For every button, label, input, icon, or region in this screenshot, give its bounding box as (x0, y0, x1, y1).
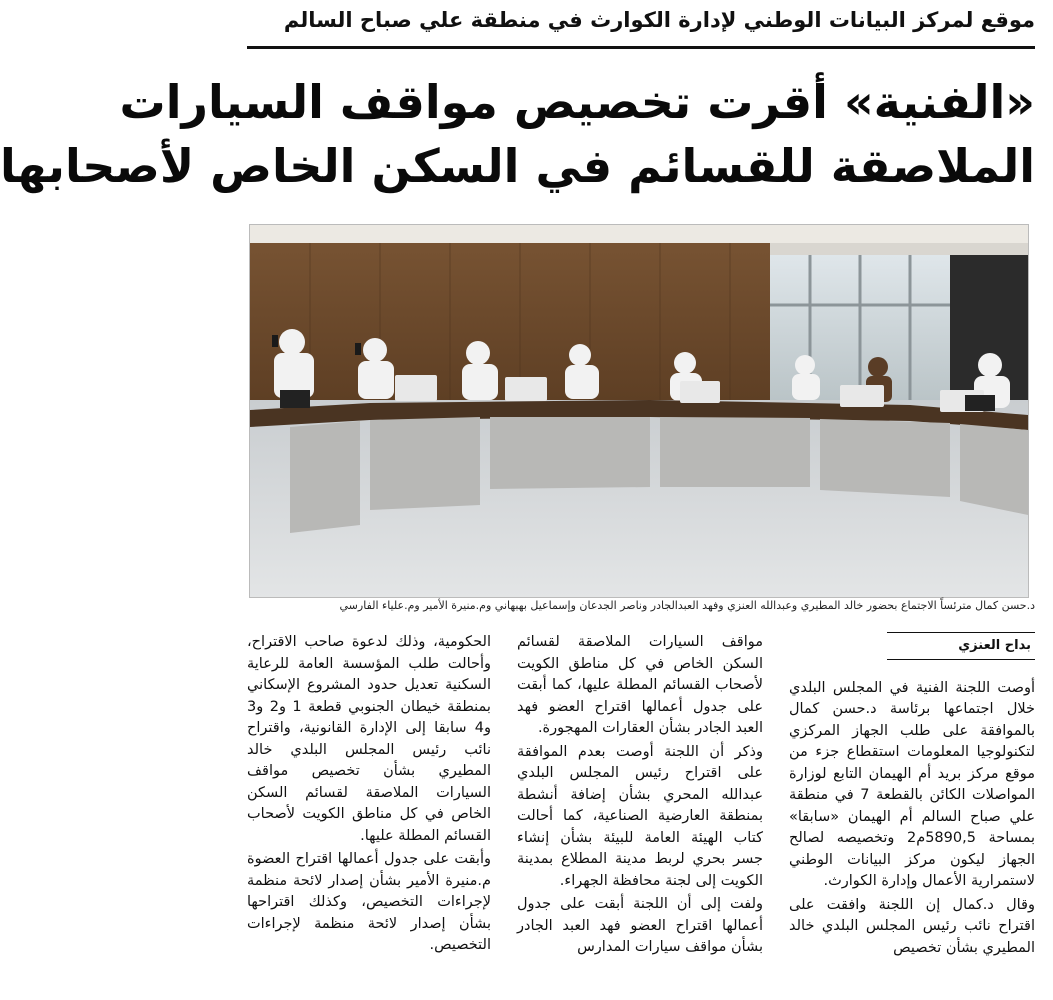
column-2-paragraph-1: مواقف السيارات الملاصقة لقسائم السكن الخاص في كل مناطق الكويت لأصحاب القسائم المطلة عليها، كما أبقت على جدول أعمالها اقتراح العضو فهد العبد الجادر بشأن العقارات المهجورة. (517, 634, 763, 736)
article-column-2 (517, 632, 763, 998)
article-column-3 (247, 632, 491, 998)
headline-line-1: «الفنية» أقرت تخصيص مواقف السيارات (119, 75, 1035, 129)
column-1-paragraph-1: أوصت اللجنة الفنية في المجلس البلدي خلال اجتماعها برئاسة د.حسن كمال بالموافقة على طلب الجهاز المركزي لتكنولوجيا المعلومات استقطاع جزء من موقع مركز بريد أم الهيمان التابع لوزارة المواصلات الكائن بالقطعة 7 في منطقة علي صباح السالم أم الهيمان «سابقا» بمساحة 5890,5م2 وتخصيصه لصالح الجهاز ليكون مركز البيانات الوطني لاستمرارية الأعمال وإدارة الكوارث. (789, 679, 1035, 889)
kicker-divider (247, 46, 1035, 49)
kicker-subheading: موقع لمركز البيانات الوطني لإدارة الكوارث في منطقة علي صباح السالم (283, 8, 1035, 32)
headline-line-2: الملاصقة للقسائم في السكن الخاص لأصحابها (0, 139, 1035, 193)
article-column-1 (789, 632, 1035, 998)
column-2-paragraph-3: ولفت إلى أن اللجنة أبقت على جدول أعمالها اقتراح العضو فهد العبد الجادر بشأن مواقف سيارات المدارس (517, 896, 763, 955)
meeting-photo-illustration (250, 225, 1028, 597)
headline (0, 70, 1035, 198)
meeting-photo (249, 224, 1029, 598)
column-3-paragraph-2: وأبقت على جدول أعمالها اقتراح العضوة م.منيرة الأمير بشأن إصدار لائحة منظمة لإجراءات التخصيص، وكذلك اقتراحها بشأن إصدار لائحة منظمة لإجراءات التخصيص. (247, 851, 491, 953)
column-3-paragraph-1: الحكومية، وذلك لدعوة صاحب الاقتراح، وأحالت طلب المؤسسة العامة للرعاية السكنية تعديل حدود المشروع الإسكاني بمنطقة خيطان الجنوبي قطعة 1 و2 و3 و4 سابقا إلى الإدارة القانونية، واقتراح نائب رئيس المجلس البلدي خالد المطيري بشأن تخصيص مواقف السيارات الملاصقة لقسائم السكن الخاص في كل مناطق الكويت لأصحاب القسائم المطلة عليها. (247, 634, 491, 844)
column-2-paragraph-2: وذكر أن اللجنة أوصت بعدم الموافقة على اقتراح رئيس المجلس البلدي عبدالله المحري بشأن إضافة أنشطة بمنطقة العارضية الصناعية، كما أحالت كتاب الهيئة العامة للبيئة بشأن إنشاء جسر بحري لربط مدينة المطلاع بمدينة الكويت إلى لجنة محافظة الجهراء. (517, 743, 763, 889)
column-1-paragraph-2: وقال د.كمال إن اللجنة وافقت على اقتراح نائب رئيس المجلس البلدي خالد المطيري بشأن تخصيص (789, 896, 1035, 956)
photo-caption: د.حسن كمال مترئساً الاجتماع بحضور خالد المطيري وعبدالله العنزي وفهد العبدالجادر وناصر الجدعان وإسماعيل بهبهاني وم.منيرة الأمير وم.علياء الفارسي (339, 599, 1035, 612)
byline: بداح العنزي (887, 632, 1035, 660)
article-body (247, 632, 1035, 998)
